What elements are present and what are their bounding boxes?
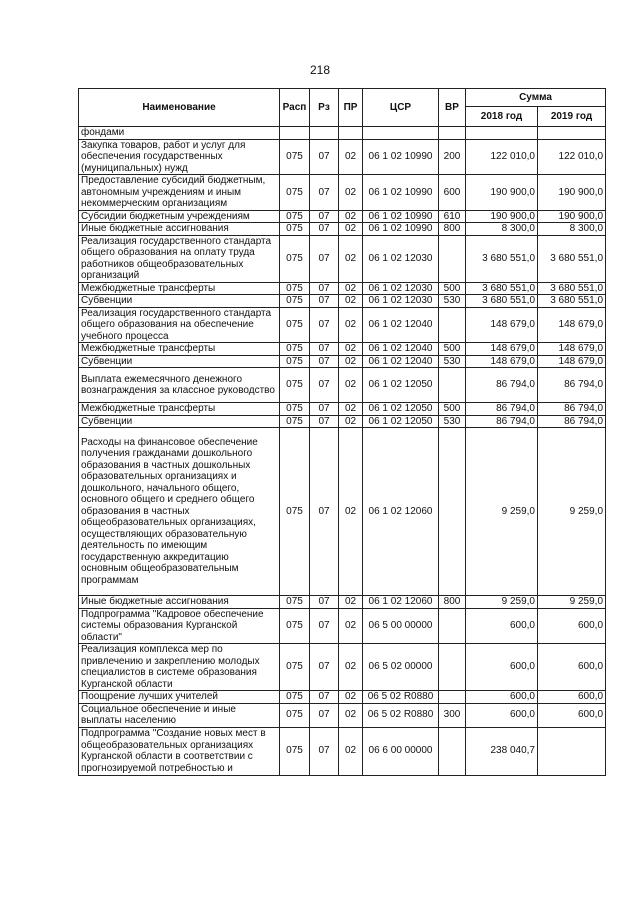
cell-sum-2019: 8 300,0 — [538, 223, 606, 236]
cell-sum-2019: 9 259,0 — [538, 428, 606, 596]
cell-sum-2018: 9 259,0 — [466, 428, 538, 596]
cell-csr: 06 1 02 12050 — [363, 403, 439, 416]
table-row — [79, 355, 606, 368]
table-row — [79, 596, 606, 609]
cell-vr: 200 — [439, 139, 466, 175]
cell-name: Предоставление субсидий бюджетным, автономным учреждениям и иным некоммерческим организациям — [79, 175, 280, 211]
cell-sum-2019: 148 679,0 — [538, 343, 606, 356]
cell-rz: 07 — [310, 403, 339, 416]
cell-vr — [439, 691, 466, 704]
cell-csr: 06 1 02 10990 — [363, 139, 439, 175]
header-pr: ПР — [339, 89, 363, 127]
cell-sum-2019: 3 680 551,0 — [538, 295, 606, 308]
cell-rasp: 075 — [280, 703, 310, 727]
header-2019: 2019 год — [538, 107, 606, 127]
cell-pr: 02 — [339, 223, 363, 236]
cell-sum-2018: 148 679,0 — [466, 355, 538, 368]
cell-sum-2019: 600,0 — [538, 691, 606, 704]
cell-rz: 07 — [310, 223, 339, 236]
cell-pr: 02 — [339, 644, 363, 691]
table-body — [79, 127, 606, 776]
cell-sum-2019 — [538, 127, 606, 140]
cell-sum-2019: 190 900,0 — [538, 175, 606, 211]
cell-csr: 06 1 02 10990 — [363, 223, 439, 236]
cell-name: Выплата ежемесячного денежного вознаграждения за классное руководство — [79, 368, 280, 403]
cell-pr: 02 — [339, 691, 363, 704]
cell-sum-2018: 148 679,0 — [466, 307, 538, 343]
cell-rasp: 075 — [280, 415, 310, 428]
cell-sum-2018: 86 794,0 — [466, 403, 538, 416]
cell-name: Субвенции — [79, 415, 280, 428]
table-row — [79, 691, 606, 704]
header-2018: 2018 год — [466, 107, 538, 127]
cell-csr: 06 6 00 00000 — [363, 727, 439, 775]
cell-csr: 06 1 02 12060 — [363, 596, 439, 609]
cell-vr: 800 — [439, 596, 466, 609]
cell-name: Закупка товаров, работ и услуг для обеспечения государственных (муниципальных) нужд — [79, 139, 280, 175]
cell-pr: 02 — [339, 428, 363, 596]
cell-rz: 07 — [310, 295, 339, 308]
cell-pr: 02 — [339, 282, 363, 295]
cell-rasp: 075 — [280, 428, 310, 596]
cell-vr: 530 — [439, 415, 466, 428]
cell-rasp: 075 — [280, 139, 310, 175]
table-row — [79, 307, 606, 343]
cell-vr — [439, 127, 466, 140]
header-vr: ВР — [439, 89, 466, 127]
cell-csr: 06 1 02 10990 — [363, 210, 439, 223]
cell-rz: 07 — [310, 703, 339, 727]
cell-rasp: 075 — [280, 727, 310, 775]
cell-vr — [439, 307, 466, 343]
table-row — [79, 703, 606, 727]
cell-sum-2019: 600,0 — [538, 644, 606, 691]
cell-name: Подпрограмма "Создание новых мест в общеобразовательных организациях Курганской области в соответствии с прогнозируемой потребностью и — [79, 727, 280, 775]
cell-csr: 06 1 02 12050 — [363, 415, 439, 428]
table-row — [79, 403, 606, 416]
cell-csr: 06 5 02 R0880 — [363, 703, 439, 727]
cell-vr — [439, 608, 466, 644]
cell-rasp: 075 — [280, 644, 310, 691]
cell-rz: 07 — [310, 355, 339, 368]
cell-rasp: 075 — [280, 343, 310, 356]
cell-vr: 500 — [439, 343, 466, 356]
cell-rasp: 075 — [280, 608, 310, 644]
cell-csr: 06 1 02 12040 — [363, 307, 439, 343]
cell-sum-2018: 86 794,0 — [466, 368, 538, 403]
cell-sum-2018: 86 794,0 — [466, 415, 538, 428]
cell-pr: 02 — [339, 368, 363, 403]
cell-rasp: 075 — [280, 307, 310, 343]
table-row — [79, 210, 606, 223]
header-summa: Сумма — [466, 89, 606, 107]
cell-vr: 300 — [439, 703, 466, 727]
cell-csr: 06 1 02 10990 — [363, 175, 439, 211]
table-row — [79, 127, 606, 140]
cell-sum-2019: 3 680 551,0 — [538, 235, 606, 282]
cell-sum-2019 — [538, 727, 606, 775]
cell-rasp: 075 — [280, 235, 310, 282]
cell-name: Межбюджетные трансферты — [79, 403, 280, 416]
cell-rasp — [280, 127, 310, 140]
table-row — [79, 295, 606, 308]
cell-sum-2018: 148 679,0 — [466, 343, 538, 356]
cell-pr: 02 — [339, 608, 363, 644]
cell-sum-2018: 8 300,0 — [466, 223, 538, 236]
cell-rz: 07 — [310, 210, 339, 223]
cell-vr — [439, 235, 466, 282]
cell-pr — [339, 127, 363, 140]
table-row — [79, 223, 606, 236]
cell-rasp: 075 — [280, 223, 310, 236]
cell-pr: 02 — [339, 403, 363, 416]
header-csr: ЦСР — [363, 89, 439, 127]
cell-rz: 07 — [310, 175, 339, 211]
table-row — [79, 644, 606, 691]
cell-sum-2018: 600,0 — [466, 703, 538, 727]
cell-sum-2019: 86 794,0 — [538, 415, 606, 428]
cell-name: Расходы на финансовое обеспечение получения гражданами дошкольного образования в частных дошкольных образовательных организациях и дошкольного, начального общего, основного общего и среднего общего образования в частных общеобразовательных организациях, осуществляющих образовательную деятельность по имеющим государственную аккредитацию основным общеобразовательным программам — [79, 428, 280, 596]
cell-pr: 02 — [339, 415, 363, 428]
cell-name: Реализация комплекса мер по привлечению и закреплению молодых специалистов в системе образования Курганской области — [79, 644, 280, 691]
table-row — [79, 282, 606, 295]
cell-sum-2018 — [466, 127, 538, 140]
cell-rz — [310, 127, 339, 140]
cell-sum-2018: 600,0 — [466, 691, 538, 704]
cell-sum-2018: 190 900,0 — [466, 175, 538, 211]
cell-vr — [439, 368, 466, 403]
cell-name: Субвенции — [79, 355, 280, 368]
cell-csr: 06 5 00 00000 — [363, 608, 439, 644]
cell-name: Подпрограмма "Кадровое обеспечение системы образования Курганской области" — [79, 608, 280, 644]
cell-sum-2019: 3 680 551,0 — [538, 282, 606, 295]
cell-rz: 07 — [310, 415, 339, 428]
cell-name: Иные бюджетные ассигнования — [79, 223, 280, 236]
cell-sum-2019: 600,0 — [538, 703, 606, 727]
header-name: Наименование — [79, 89, 280, 127]
cell-csr: 06 5 02 00000 — [363, 644, 439, 691]
cell-rz: 07 — [310, 235, 339, 282]
table-row — [79, 415, 606, 428]
cell-rz: 07 — [310, 282, 339, 295]
cell-sum-2019: 190 900,0 — [538, 210, 606, 223]
cell-vr: 500 — [439, 282, 466, 295]
cell-rasp: 075 — [280, 691, 310, 704]
cell-csr: 06 1 02 12030 — [363, 295, 439, 308]
cell-vr — [439, 644, 466, 691]
cell-sum-2019: 148 679,0 — [538, 355, 606, 368]
header-rasp: Расп — [280, 89, 310, 127]
table-row — [79, 139, 606, 175]
cell-csr: 06 5 02 R0880 — [363, 691, 439, 704]
cell-rz: 07 — [310, 139, 339, 175]
cell-name: Социальное обеспечение и иные выплаты населению — [79, 703, 280, 727]
cell-pr: 02 — [339, 175, 363, 211]
budget-table — [78, 88, 606, 776]
cell-pr: 02 — [339, 355, 363, 368]
cell-csr: 06 1 02 12040 — [363, 343, 439, 356]
cell-rz: 07 — [310, 428, 339, 596]
cell-pr: 02 — [339, 343, 363, 356]
cell-name: Межбюджетные трансферты — [79, 282, 280, 295]
cell-sum-2018: 3 680 551,0 — [466, 295, 538, 308]
cell-csr: 06 1 02 12050 — [363, 368, 439, 403]
cell-csr — [363, 127, 439, 140]
cell-sum-2018: 122 010,0 — [466, 139, 538, 175]
cell-name: Межбюджетные трансферты — [79, 343, 280, 356]
cell-pr: 02 — [339, 596, 363, 609]
cell-rz: 07 — [310, 596, 339, 609]
cell-rz: 07 — [310, 307, 339, 343]
cell-rz: 07 — [310, 727, 339, 775]
table-row — [79, 608, 606, 644]
cell-name: Иные бюджетные ассигнования — [79, 596, 280, 609]
table-row — [79, 727, 606, 775]
cell-sum-2018: 600,0 — [466, 644, 538, 691]
header-rz: Рз — [310, 89, 339, 127]
cell-rasp: 075 — [280, 210, 310, 223]
cell-rz: 07 — [310, 691, 339, 704]
cell-pr: 02 — [339, 703, 363, 727]
cell-sum-2018: 9 259,0 — [466, 596, 538, 609]
cell-csr: 06 1 02 12040 — [363, 355, 439, 368]
table-row — [79, 428, 606, 596]
cell-sum-2019: 600,0 — [538, 608, 606, 644]
cell-rz: 07 — [310, 644, 339, 691]
cell-name: Реализация государственного стандарта общего образования на обеспечение учебного процесса — [79, 307, 280, 343]
cell-csr: 06 1 02 12060 — [363, 428, 439, 596]
cell-vr: 530 — [439, 295, 466, 308]
cell-sum-2018: 238 040,7 — [466, 727, 538, 775]
cell-sum-2018: 190 900,0 — [466, 210, 538, 223]
cell-name: фондами — [79, 127, 280, 140]
cell-vr — [439, 428, 466, 596]
cell-name: Субвенции — [79, 295, 280, 308]
cell-pr: 02 — [339, 727, 363, 775]
cell-sum-2018: 3 680 551,0 — [466, 282, 538, 295]
cell-rz: 07 — [310, 368, 339, 403]
table-row — [79, 235, 606, 282]
cell-rz: 07 — [310, 608, 339, 644]
cell-sum-2019: 86 794,0 — [538, 403, 606, 416]
page-number: 218 — [309, 63, 331, 77]
cell-vr: 600 — [439, 175, 466, 211]
cell-vr — [439, 727, 466, 775]
cell-vr: 800 — [439, 223, 466, 236]
table-row — [79, 368, 606, 403]
cell-sum-2018: 3 680 551,0 — [466, 235, 538, 282]
cell-sum-2019: 86 794,0 — [538, 368, 606, 403]
cell-sum-2019: 122 010,0 — [538, 139, 606, 175]
cell-rasp: 075 — [280, 368, 310, 403]
cell-rasp: 075 — [280, 175, 310, 211]
cell-rasp: 075 — [280, 403, 310, 416]
cell-rasp: 075 — [280, 282, 310, 295]
cell-name: Поощрение лучших учителей — [79, 691, 280, 704]
table-row — [79, 175, 606, 211]
cell-rasp: 075 — [280, 355, 310, 368]
cell-pr: 02 — [339, 139, 363, 175]
cell-rasp: 075 — [280, 596, 310, 609]
cell-sum-2019: 9 259,0 — [538, 596, 606, 609]
cell-name: Реализация государственного стандарта общего образования на оплату труда работников общеобразовательных организаций — [79, 235, 280, 282]
cell-pr: 02 — [339, 307, 363, 343]
cell-name: Субсидии бюджетным учреждениям — [79, 210, 280, 223]
cell-rz: 07 — [310, 343, 339, 356]
cell-pr: 02 — [339, 235, 363, 282]
cell-pr: 02 — [339, 210, 363, 223]
cell-vr: 610 — [439, 210, 466, 223]
cell-vr: 530 — [439, 355, 466, 368]
cell-csr: 06 1 02 12030 — [363, 235, 439, 282]
cell-csr: 06 1 02 12030 — [363, 282, 439, 295]
cell-sum-2018: 600,0 — [466, 608, 538, 644]
cell-vr: 500 — [439, 403, 466, 416]
table-row — [79, 343, 606, 356]
cell-pr: 02 — [339, 295, 363, 308]
cell-rasp: 075 — [280, 295, 310, 308]
cell-sum-2019: 148 679,0 — [538, 307, 606, 343]
